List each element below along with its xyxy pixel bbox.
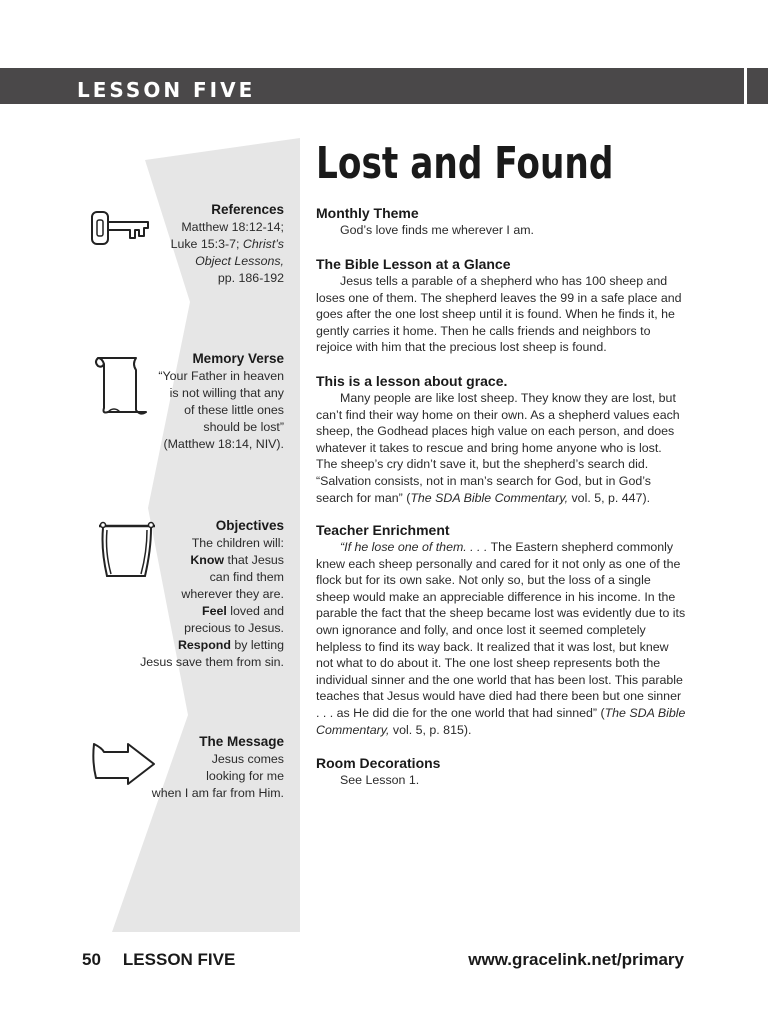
enrichment-text: “If he lose one of them. . . . The Eastern shepherd commonly knew each sheep personally and cared for it not only as one of the flock but for its own sake. Not only so, but the loss of a single sheep would make an appreciable difference in his income. In the parable the fact that the sheep became lost was evidently due to its own ignorance and folly, and once lost it seemed completely helpless to find its way back. It realized that it was lost, but knew not what to do about it. The one lost sheep represents both the individual sinner and the one world that has been lost. This parable teaches that Jesus would have died had there been but one sinner . . . as He did die for the one world that had sinned” (The SDA Bible Commentary, vol. 5, p. 815). xyxy=(316,540,686,737)
memory-verse-line: “Your Father in heaven xyxy=(158,369,284,383)
decorations-heading: Room Decorations xyxy=(316,755,441,771)
reference-line: Object Lessons, xyxy=(195,254,284,268)
footer-lesson-label: LESSON FIVE xyxy=(122,950,236,969)
objective-line: can find them xyxy=(209,570,284,584)
monthly-theme-heading: Monthly Theme xyxy=(316,205,419,221)
glance-heading: The Bible Lesson at a Glance xyxy=(316,256,511,272)
enrichment-heading: Teacher Enrichment xyxy=(316,522,450,538)
decorations-text: See Lesson 1. xyxy=(340,773,420,787)
arrow-icon xyxy=(90,738,158,786)
message-line: looking for me xyxy=(206,769,284,783)
decorations-section xyxy=(316,754,686,789)
message-line: Jesus comes xyxy=(211,752,284,766)
glance-section xyxy=(316,255,686,356)
memory-verse-line: is not willing that any xyxy=(169,386,284,400)
objective-know: Know that Jesus xyxy=(190,553,284,567)
objective-line: wherever they are. xyxy=(181,587,284,601)
memory-verse-line: should be lost” xyxy=(203,420,284,434)
page-number: 50 xyxy=(82,950,101,969)
reference-line: Luke 15:3-7; Christ’s xyxy=(170,237,284,251)
enrichment-section xyxy=(316,521,686,738)
objectives-heading: Objectives xyxy=(215,518,284,533)
scroll-icon xyxy=(92,354,150,418)
page-title: Lost and Found xyxy=(316,138,614,189)
objective-line: Jesus save them from sin. xyxy=(140,655,284,669)
footer-url[interactable]: www.gracelink.net/primary xyxy=(468,950,684,969)
footer-left xyxy=(82,950,257,970)
memory-verse-line: (Matthew 18:14, NIV). xyxy=(163,437,284,451)
reference-line: Matthew 18:12-14; xyxy=(181,220,284,234)
monthly-theme-text: God’s love finds me wherever I am. xyxy=(340,223,534,237)
references-heading: References xyxy=(211,202,284,217)
memory-verse-line: of these little ones xyxy=(184,403,284,417)
message-heading: The Message xyxy=(199,734,284,749)
reference-line: pp. 186-192 xyxy=(217,271,284,285)
memory-verse-heading: Memory Verse xyxy=(192,351,284,366)
glance-text: Jesus tells a parable of a shepherd who has 100 sheep and loses one of them. The shepherd leaves the 99 in a safe place and goes after the one lost sheep until it is found. When he finds it, he gently carries it home. Then he calls friends and neighbors to rejoice with him that the precious lost sheep is found. xyxy=(316,274,682,355)
objectives-intro: The children will: xyxy=(191,536,284,550)
references-block xyxy=(171,201,284,287)
objective-feel: Feel loved and xyxy=(202,604,284,618)
grace-section xyxy=(316,372,686,506)
grace-heading: This is a lesson about grace. xyxy=(316,373,508,389)
message-block xyxy=(152,733,284,802)
monthly-theme-section xyxy=(316,204,686,239)
message-line: when I am far from Him. xyxy=(151,786,284,800)
key-icon xyxy=(90,208,152,248)
lesson-label: LESSON FIVE xyxy=(77,78,256,102)
objective-line: precious to Jesus. xyxy=(184,621,284,635)
objectives-block xyxy=(140,517,284,671)
objective-respond: Respond by letting xyxy=(177,638,284,652)
memory-verse-block xyxy=(158,350,284,453)
grace-text: Many people are like lost sheep. They know they are lost, but can’t find their way home on their own. As a shepherd values each sheep, the Godhead places high value on each person, and does whatever it takes to rescue and bring home anyone who is lost. The sheep’s cry didn’t save it, but the shepherd’s search did. “Salvation consists, not in man’s search for God, but in God’s search for man” (The SDA Bible Commentary, vol. 5, p. 447). xyxy=(316,391,680,505)
